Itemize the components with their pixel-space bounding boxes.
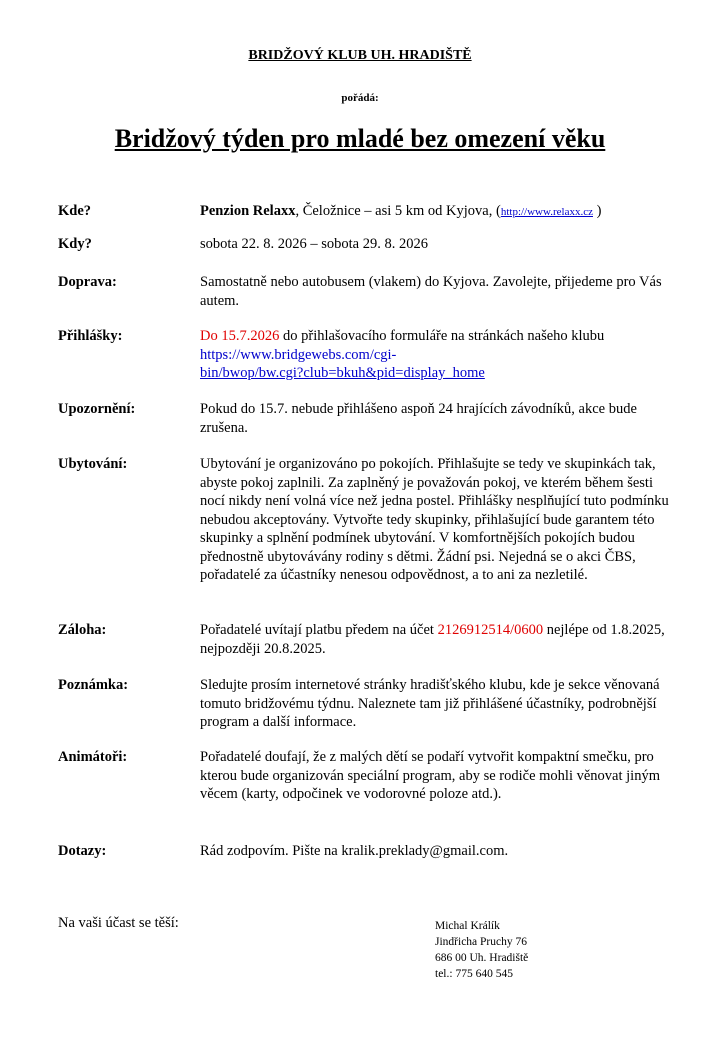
registration-link-line2[interactable]: bin/bwop/bw.cgi?club=bkuh&pid=display_home xyxy=(200,365,485,381)
place-end: ) xyxy=(592,203,602,219)
label-ubytovani: Ubytování: xyxy=(58,456,128,472)
signature-phone: tel.: 775 640 545 xyxy=(435,968,513,980)
label-dotazy: Dotazy: xyxy=(58,843,107,859)
deposit-text-before: Pořadatelé uvítají platbu předem na účet xyxy=(200,622,438,638)
bank-account: 2126912514/0600 xyxy=(437,622,544,638)
signature-block xyxy=(435,918,528,982)
club-name: BRIDŽOVÝ KLUB UH. HRADIŠTĚ xyxy=(248,48,472,63)
relaxx-link[interactable]: http://www.relaxx.cz xyxy=(500,206,593,218)
label-kde: Kde? xyxy=(58,203,92,219)
place-name: Penzion Relaxx xyxy=(200,203,296,219)
value-kdy: sobota 22. 8. 2026 – sobota 29. 8. 2026 xyxy=(200,236,428,252)
signature-city: 686 00 Uh. Hradiště xyxy=(435,952,529,964)
value-dotazy: Rád zodpovím. Pište na kralik.preklady@gmail.com. xyxy=(200,843,509,859)
registration-link-line1[interactable]: https://www.bridgewebs.com/cgi- xyxy=(200,346,397,363)
label-poznamka: Poznámka: xyxy=(58,677,129,693)
value-upozorneni: Pokud do 15.7. nebude přihlášeno aspoň 24 hrajících závodníků, akce bude zrušena. xyxy=(200,401,637,436)
place-text: , Čeložnice – asi 5 km od Kyjova, ( xyxy=(295,203,501,219)
signature-name: Michal Králík xyxy=(435,920,500,932)
value-zaloha xyxy=(200,621,670,658)
closing-text: Na vaši účast se těší: xyxy=(58,915,179,931)
label-kdy: Kdy? xyxy=(58,236,92,252)
value-ubytovani: Ubytování je organizováno po pokojích. Přihlašujte se tedy ve skupinkách tak, abyste pokoj zaplnili. Za zaplněný je považován pokoj, ve kterém během šesti nocí nikdy není volná více než jedna postel. Přihlášky nesplňující tuto podmínku nebudou akceptovány. Vytvořte tedy skupinky, přihlašující bude garantem této skupinky a splnění podmínek ubytování. V komfortnějších pokojích budou přednostně ubytovávány rodiny s dětmi. Žádní psi. Nejedná se o akci ČBS, pořadatelé za účastníky nenesou odpovědnost, a to ani za nezletilé. xyxy=(200,456,669,583)
label-upozorneni: Upozornění: xyxy=(58,401,136,417)
deposit-text-after: nejlépe od 1.8.2025, nejpozději 20.8.2025. xyxy=(200,622,665,657)
signature-street: Jindřicha Pruchy 76 xyxy=(435,936,527,948)
value-prihlasky xyxy=(200,327,670,383)
value-animatori: Pořadatelé doufají, že z malých dětí se podaří vytvořit kompaktní smečku, pro kterou bude organizován speciální program, aby se rodiče mohli věnovat jiným věcem (karty, odpočinek ve vodorovné poloze atd.). xyxy=(200,749,660,802)
value-kde xyxy=(200,202,670,222)
label-doprava: Doprava: xyxy=(58,274,117,290)
registration-text: do přihlašovacího formuláře na stránkách našeho klubu xyxy=(279,328,605,344)
label-animatori: Animátoři: xyxy=(58,749,128,765)
label-zaloha: Záloha: xyxy=(58,622,107,638)
value-doprava: Samostatně nebo autobusem (vlakem) do Kyjova. Zavolejte, přijedeme pro Vás autem. xyxy=(200,274,662,309)
page-title: Bridžový týden pro mladé bez omezení věku xyxy=(114,124,606,153)
presents-label: pořádá: xyxy=(341,92,379,104)
value-poznamka: Sledujte prosím internetové stránky hradišťského klubu, kde je sekce věnovaná tomuto bridžovému týdnu. Naleznete tam již přihlášené účastníky, podrobnější program a další informace. xyxy=(200,677,660,730)
label-prihlasky: Přihlášky: xyxy=(58,328,123,344)
deadline-date: Do 15.7.2026 xyxy=(200,328,280,344)
